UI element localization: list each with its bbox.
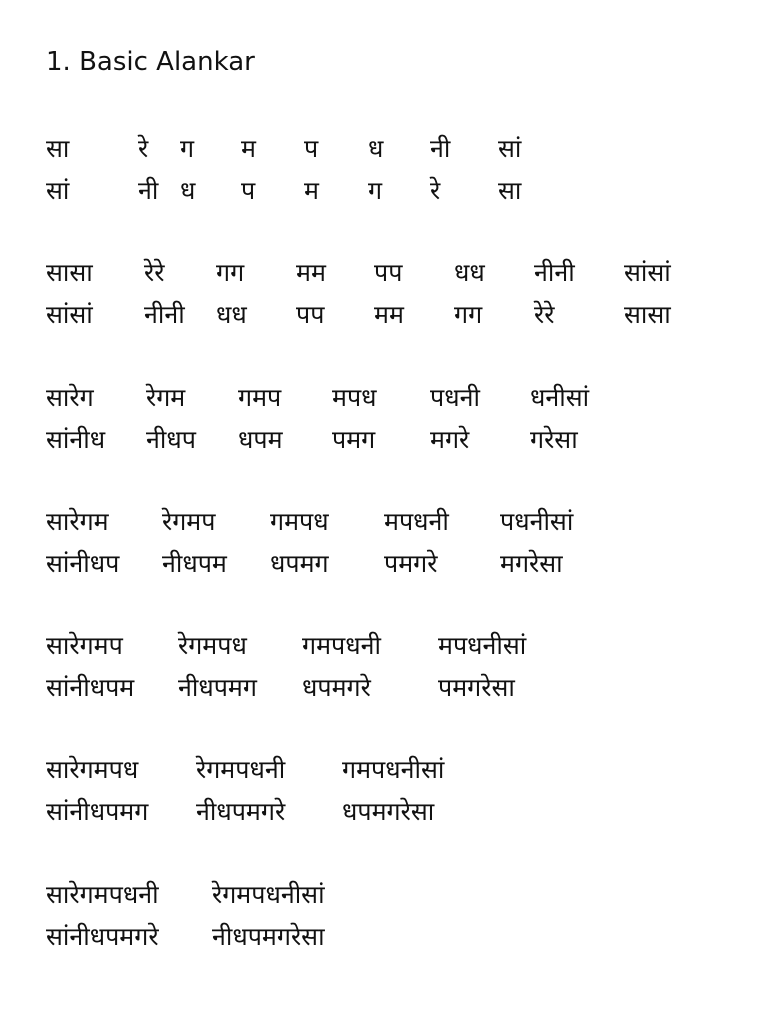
alankar-avroh-line [46,546,746,582]
swara-pattern: सांनीधपम [46,673,135,702]
swara-pattern: सारेगम [46,507,109,536]
swara-pattern: मम [296,258,326,287]
swara-pattern: रेगम [146,383,186,412]
swara-pattern: नीधपमग [178,673,257,702]
swara-pattern: गमपधनीसां [342,755,445,784]
swara-pattern: पप [296,300,325,329]
swara-pattern: म [241,134,256,163]
swara-pattern: नीनी [534,258,575,287]
swara-pattern: प [241,176,256,205]
swara-pattern: रेगमप [162,507,216,536]
swara-pattern: धपमगरे [302,673,371,702]
alankar-avroh-line [46,422,746,458]
alankar-aroh-line [46,380,746,416]
swara-pattern: म [304,176,319,205]
swara-pattern: सांनीधपमग [46,797,149,826]
swara-pattern: रेगमपध [178,631,247,660]
alankar-avroh-line [46,297,746,333]
swara-pattern: धपमग [270,549,329,578]
swara-pattern: सारेगमपधनी [46,880,159,909]
alankar-aroh-line [46,504,746,540]
swara-pattern: पमगरे [384,549,438,578]
swara-pattern: धध [216,300,247,329]
page-title: 1. Basic Alankar [46,47,255,77]
alankar-avroh-line [46,794,746,830]
swara-pattern: मपध [332,383,377,412]
swara-pattern: सासा [624,300,671,329]
swara-pattern: गरेसा [530,425,578,454]
swara-pattern: रेरे [534,300,555,329]
swara-pattern: ध [180,176,196,205]
swara-pattern: सारेगमप [46,631,123,660]
swara-pattern: पमगरेसा [438,673,515,702]
swara-pattern: रेगमपधनी [196,755,286,784]
swara-pattern: सारेग [46,383,94,412]
swara-pattern: पधनी [430,383,480,412]
swara-pattern: गमप [238,383,282,412]
swara-pattern: रेरे [144,258,165,287]
swara-pattern: सांनीधपमगरे [46,922,159,951]
swara-pattern: पधनीसां [500,507,574,536]
swara-pattern: पमग [332,425,376,454]
swara-pattern: धध [454,258,485,287]
swara-pattern: रे [430,176,441,205]
swara-pattern: प [304,134,319,163]
swara-pattern: सा [498,176,522,205]
swara-pattern: नी [138,176,159,205]
alankar-aroh-line [46,628,746,664]
swara-pattern: धपम [238,425,283,454]
swara-pattern: गमपधनी [302,631,381,660]
swara-pattern: सांसां [46,300,93,329]
swara-pattern: नी [430,134,451,163]
swara-pattern: ध [368,134,384,163]
swara-pattern: रेगमपधनीसां [212,880,325,909]
swara-pattern: सा [46,134,70,163]
swara-pattern: गग [454,300,483,329]
swara-pattern: नीधपमगरे [196,797,286,826]
swara-pattern: ग [368,176,383,205]
swara-pattern: मम [374,300,404,329]
swara-pattern: रे [138,134,149,163]
swara-pattern: ग [180,134,195,163]
swara-pattern: सांनीध [46,425,106,454]
swara-pattern: नीनी [144,300,185,329]
swara-pattern: सां [498,134,522,163]
swara-pattern: पप [374,258,403,287]
swara-pattern: धनीसां [530,383,590,412]
swara-pattern: नीधपमगरेसा [212,922,325,951]
swara-pattern: गग [216,258,245,287]
swara-pattern: नीधप [146,425,196,454]
alankar-avroh-line [46,670,746,706]
alankar-aroh-line [46,877,746,913]
swara-pattern: सांसां [624,258,671,287]
swara-pattern: सारेगमपध [46,755,139,784]
alankar-avroh-line [46,173,746,209]
swara-pattern: गमपध [270,507,329,536]
alankar-aroh-line [46,255,746,291]
swara-pattern: सां [46,176,70,205]
swara-pattern: मगरेसा [500,549,563,578]
swara-pattern: नीधपम [162,549,227,578]
swara-pattern: मपधनी [384,507,449,536]
alankar-aroh-line [46,752,746,788]
swara-pattern: मपधनीसां [438,631,527,660]
swara-pattern: धपमगरेसा [342,797,435,826]
alankar-avroh-line [46,919,746,955]
swara-pattern: मगरे [430,425,470,454]
alankar-aroh-line [46,131,746,167]
swara-pattern: सांनीधप [46,549,120,578]
swara-pattern: सासा [46,258,93,287]
